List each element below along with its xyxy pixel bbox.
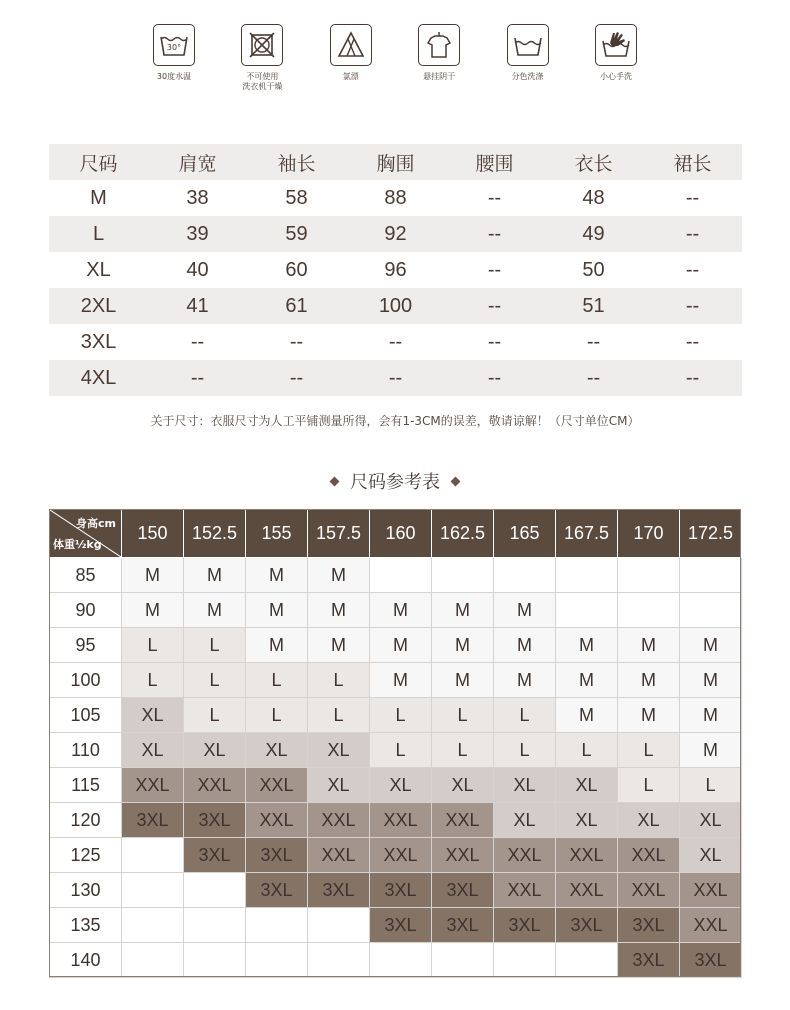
- size-cell: L: [308, 698, 370, 733]
- size-cell: M: [370, 663, 432, 698]
- wash-30-icon: [153, 24, 195, 66]
- size-cell: [556, 593, 618, 628]
- size-table-cell: --: [388, 366, 403, 389]
- care-label: 30度水温: [156, 72, 192, 81]
- size-cell: L: [432, 733, 494, 768]
- size-cell: M: [122, 558, 184, 593]
- size-cell: [246, 908, 308, 943]
- size-cell: [122, 943, 184, 978]
- size-cell: XL: [184, 733, 246, 768]
- size-cell: [370, 558, 432, 593]
- size-table-cell: XL: [86, 258, 111, 281]
- size-table-cell: --: [685, 186, 700, 209]
- size-cell: XL: [246, 733, 308, 768]
- size-cell: XL: [308, 768, 370, 803]
- size-cell: M: [494, 593, 556, 628]
- care-label: 小心手洗: [599, 72, 632, 81]
- size-cell: XL: [122, 733, 184, 768]
- size-cell: L: [246, 663, 308, 698]
- size-cell: M: [618, 628, 680, 663]
- size-cell: L: [122, 663, 184, 698]
- size-cell: [680, 558, 742, 593]
- size-table-row: [49, 216, 742, 252]
- size-cell: XXL: [308, 838, 370, 873]
- size-table-cell: 41: [186, 294, 209, 317]
- size-cell: XL: [494, 768, 556, 803]
- size-cell: M: [680, 733, 742, 768]
- size-cell: L: [618, 733, 680, 768]
- size-cell: [184, 873, 246, 908]
- diamond-icon: [330, 476, 340, 486]
- table-row: [50, 838, 742, 873]
- size-cell: M: [308, 593, 370, 628]
- size-table-cell: 2XL: [80, 294, 117, 317]
- size-table-cell: 92: [384, 222, 407, 245]
- size-table-cell: M: [90, 186, 107, 209]
- bleach-icon: [330, 24, 372, 66]
- size-cell: L: [432, 698, 494, 733]
- table-row: [50, 628, 742, 663]
- size-header-cell: 袖长: [277, 152, 316, 175]
- height-header-cell: 162.5: [432, 510, 494, 558]
- size-cell: 3XL: [432, 873, 494, 908]
- size-table: [49, 144, 742, 396]
- size-cell: XXL: [370, 838, 432, 873]
- size-cell: M: [246, 593, 308, 628]
- size-cell: M: [556, 698, 618, 733]
- table-row: [50, 803, 742, 838]
- size-cell: M: [432, 663, 494, 698]
- size-cell: L: [122, 628, 184, 663]
- size-cell: 3XL: [370, 908, 432, 943]
- size-cell: [308, 943, 370, 978]
- size-cell: XXL: [618, 838, 680, 873]
- care-item-wash-30: [130, 24, 218, 92]
- size-table-cell: --: [685, 294, 700, 317]
- size-cell: 3XL: [680, 943, 742, 978]
- size-cell: [556, 943, 618, 978]
- size-cell: 3XL: [618, 943, 680, 978]
- size-cell: XXL: [680, 873, 742, 908]
- size-table-cell: --: [685, 330, 700, 353]
- weight-cell: 110: [50, 733, 122, 768]
- size-header-cell: 衣长: [574, 152, 613, 175]
- size-reference-title-text: 尺码参考表: [350, 472, 440, 493]
- size-cell: M: [184, 593, 246, 628]
- table-row: [50, 558, 742, 593]
- size-cell: XXL: [246, 803, 308, 838]
- size-cell: XXL: [680, 908, 742, 943]
- size-cell: M: [308, 558, 370, 593]
- care-label: 分色洗涤: [511, 72, 544, 81]
- size-cell: XL: [556, 768, 618, 803]
- size-cell: M: [432, 628, 494, 663]
- size-cell: XXL: [494, 838, 556, 873]
- size-table-cell: --: [685, 366, 700, 389]
- size-table-cell: 40: [186, 258, 209, 281]
- weight-cell: 120: [50, 803, 122, 838]
- size-table-cell: 38: [186, 186, 209, 209]
- diamond-icon: [451, 476, 461, 486]
- size-cell: XXL: [308, 803, 370, 838]
- size-table-row: [49, 252, 742, 288]
- size-reference-table: [49, 509, 742, 978]
- size-cell: L: [184, 663, 246, 698]
- hang-dry-icon: [418, 24, 460, 66]
- size-cell: XXL: [432, 803, 494, 838]
- size-table-header: [49, 144, 742, 180]
- size-cell: [680, 593, 742, 628]
- size-table-cell: 49: [582, 222, 605, 245]
- height-header-cell: 150: [122, 510, 184, 558]
- height-header-cell: 160: [370, 510, 432, 558]
- size-cell: L: [246, 698, 308, 733]
- size-table-cell: 58: [285, 186, 308, 209]
- size-cell: [308, 908, 370, 943]
- height-header-cell: 172.5: [680, 510, 742, 558]
- size-cell: XL: [308, 733, 370, 768]
- size-cell: XXL: [246, 768, 308, 803]
- size-cell: 3XL: [618, 908, 680, 943]
- height-header-cell: 157.5: [308, 510, 370, 558]
- size-cell: XXL: [184, 768, 246, 803]
- size-cell: M: [184, 558, 246, 593]
- svg-text:30°: 30°: [166, 43, 182, 52]
- size-cell: M: [618, 698, 680, 733]
- care-instructions: [130, 24, 660, 92]
- size-cell: XL: [370, 768, 432, 803]
- size-cell: 3XL: [184, 838, 246, 873]
- size-cell: XL: [618, 803, 680, 838]
- size-table-cell: 88: [384, 186, 407, 209]
- height-header-cell: 155: [246, 510, 308, 558]
- size-cell: M: [432, 593, 494, 628]
- size-table-cell: --: [487, 222, 502, 245]
- size-table-cell: 39: [186, 222, 209, 245]
- size-cell: M: [370, 628, 432, 663]
- table-row: [50, 768, 742, 803]
- weight-cell: 85: [50, 558, 122, 593]
- size-cell: XL: [432, 768, 494, 803]
- care-item-bleach: [307, 24, 395, 92]
- size-cell: L: [618, 768, 680, 803]
- size-table-cell: --: [190, 366, 205, 389]
- size-cell: [494, 943, 556, 978]
- size-table-row: [49, 180, 742, 216]
- care-label: 不可使用 洗衣机干燥: [242, 72, 283, 91]
- size-table-cell: --: [586, 330, 601, 353]
- size-table-cell: 51: [582, 294, 605, 317]
- size-cell: [432, 558, 494, 593]
- size-cell: 3XL: [246, 873, 308, 908]
- size-header-cell: 腰围: [475, 152, 514, 175]
- size-cell: L: [184, 628, 246, 663]
- size-cell: XXL: [556, 838, 618, 873]
- size-table-row: [49, 360, 742, 396]
- size-cell: 3XL: [308, 873, 370, 908]
- size-cell: [432, 943, 494, 978]
- height-header-cell: 170: [618, 510, 680, 558]
- size-cell: [122, 908, 184, 943]
- table-row: [50, 943, 742, 978]
- size-table-row: [49, 324, 742, 360]
- weight-cell: 90: [50, 593, 122, 628]
- size-cell: L: [370, 698, 432, 733]
- size-table-cell: 96: [384, 258, 407, 281]
- size-cell: [184, 908, 246, 943]
- size-cell: XL: [122, 698, 184, 733]
- table-row: [50, 593, 742, 628]
- height-axis-label: 身高cm: [76, 517, 116, 530]
- size-table-cell: --: [685, 222, 700, 245]
- size-header-cell: 肩宽: [178, 152, 217, 175]
- care-item-separate-wash: [484, 24, 572, 92]
- size-table-cell: 100: [378, 294, 413, 317]
- care-item-hand-wash: [572, 24, 660, 92]
- size-cell: M: [122, 593, 184, 628]
- size-cell: [556, 558, 618, 593]
- no-tumble-dry-icon: [241, 24, 283, 66]
- weight-cell: 135: [50, 908, 122, 943]
- size-table-cell: 50: [582, 258, 605, 281]
- size-cell: M: [556, 663, 618, 698]
- hand-wash-icon: [595, 24, 637, 66]
- size-table-cell: --: [487, 186, 502, 209]
- size-cell: XXL: [370, 803, 432, 838]
- size-cell: L: [680, 768, 742, 803]
- size-cell: [246, 943, 308, 978]
- size-cell: L: [184, 698, 246, 733]
- size-table-cell: 60: [285, 258, 308, 281]
- size-table-cell: --: [388, 330, 403, 353]
- height-header-cell: 152.5: [184, 510, 246, 558]
- size-table-cell: 59: [285, 222, 308, 245]
- size-cell: M: [494, 628, 556, 663]
- size-cell: [122, 838, 184, 873]
- size-cell: [184, 943, 246, 978]
- size-table-cell: --: [190, 330, 205, 353]
- size-cell: [494, 558, 556, 593]
- size-cell: L: [494, 733, 556, 768]
- table-row: [50, 663, 742, 698]
- size-table-cell: --: [685, 258, 700, 281]
- size-cell: XXL: [122, 768, 184, 803]
- table-row: [50, 698, 742, 733]
- separate-wash-icon: [507, 24, 549, 66]
- size-cell: L: [556, 733, 618, 768]
- size-cell: 3XL: [432, 908, 494, 943]
- size-reference-header: [50, 510, 742, 558]
- height-header-cell: 165: [494, 510, 556, 558]
- weight-cell: 100: [50, 663, 122, 698]
- size-cell: XL: [494, 803, 556, 838]
- size-cell: L: [494, 698, 556, 733]
- size-table-cell: L: [92, 222, 105, 245]
- size-cell: XL: [680, 838, 742, 873]
- size-table-cell: 4XL: [80, 366, 117, 389]
- table-row: [50, 908, 742, 943]
- weight-axis-label: 体重½kg: [53, 538, 102, 551]
- size-cell: XXL: [494, 873, 556, 908]
- size-cell: [370, 943, 432, 978]
- size-cell: M: [246, 628, 308, 663]
- size-cell: M: [370, 593, 432, 628]
- size-table-cell: 3XL: [80, 330, 117, 353]
- size-header-cell: 胸围: [376, 152, 415, 175]
- size-table-cell: --: [487, 258, 502, 281]
- size-table-cell: 61: [285, 294, 308, 317]
- size-cell: M: [246, 558, 308, 593]
- size-cell: M: [494, 663, 556, 698]
- weight-cell: 140: [50, 943, 122, 978]
- size-cell: XXL: [556, 873, 618, 908]
- size-cell: 3XL: [184, 803, 246, 838]
- care-label: 氯漂: [342, 72, 359, 81]
- size-cell: [122, 873, 184, 908]
- size-reference-body: [50, 558, 742, 978]
- size-table-cell: --: [289, 330, 304, 353]
- size-cell: L: [308, 663, 370, 698]
- size-cell: [618, 558, 680, 593]
- size-table-cell: --: [289, 366, 304, 389]
- size-cell: M: [618, 663, 680, 698]
- weight-cell: 125: [50, 838, 122, 873]
- size-cell: 3XL: [246, 838, 308, 873]
- weight-cell: 130: [50, 873, 122, 908]
- size-cell: M: [556, 628, 618, 663]
- size-note: 关于尺寸：衣服尺寸为人工平铺测量所得，会有1-3CM的误差，敬请谅解！（尺寸单位CM）: [150, 414, 640, 428]
- weight-cell: 105: [50, 698, 122, 733]
- size-cell: M: [680, 628, 742, 663]
- size-cell: 3XL: [370, 873, 432, 908]
- size-cell: XXL: [432, 838, 494, 873]
- size-cell: 3XL: [494, 908, 556, 943]
- size-table-cell: --: [487, 366, 502, 389]
- size-header-cell: 尺码: [79, 152, 118, 175]
- size-cell: 3XL: [122, 803, 184, 838]
- weight-cell: 115: [50, 768, 122, 803]
- height-header-cell: 167.5: [556, 510, 618, 558]
- corner-cell: [50, 510, 122, 558]
- weight-cell: 95: [50, 628, 122, 663]
- table-row: [50, 873, 742, 908]
- size-table-cell: 48: [582, 186, 605, 209]
- size-cell: [618, 593, 680, 628]
- table-row: [50, 733, 742, 768]
- size-cell: M: [680, 698, 742, 733]
- size-cell: XXL: [618, 873, 680, 908]
- care-label: 悬挂阴干: [423, 72, 456, 81]
- size-cell: L: [370, 733, 432, 768]
- size-reference-title: [0, 468, 790, 494]
- care-item-hang-dry: [395, 24, 483, 92]
- size-cell: 3XL: [556, 908, 618, 943]
- size-cell: M: [308, 628, 370, 663]
- size-cell: XL: [680, 803, 742, 838]
- size-table-row: [49, 288, 742, 324]
- size-table-cell: --: [586, 366, 601, 389]
- size-header-cell: 裙长: [673, 152, 712, 175]
- size-table-cell: --: [487, 330, 502, 353]
- care-item-no-tumble: [218, 24, 306, 92]
- size-cell: XL: [556, 803, 618, 838]
- size-table-cell: --: [487, 294, 502, 317]
- size-cell: M: [680, 663, 742, 698]
